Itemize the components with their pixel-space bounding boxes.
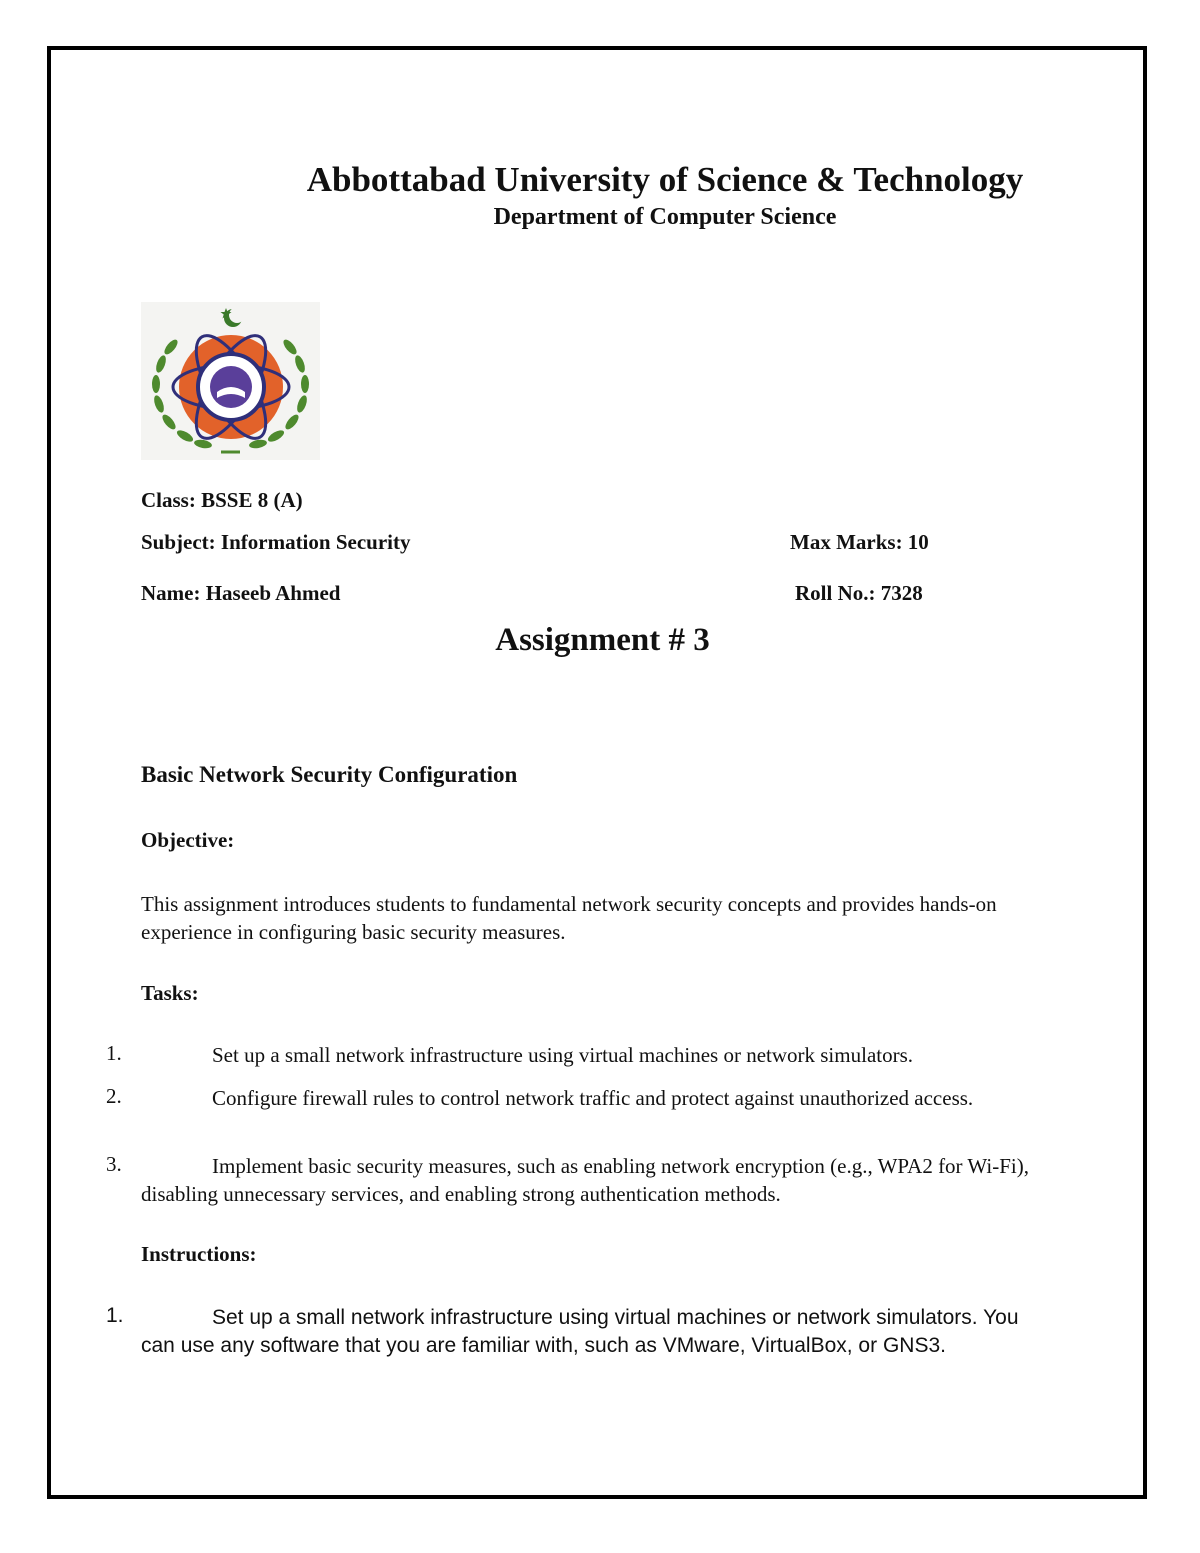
task-number: 1.	[106, 1041, 122, 1065]
instructions-heading: Instructions:	[141, 1242, 257, 1266]
task-text: Configure firewall rules to control network traffic and protect against unauthorized access.	[212, 1086, 974, 1110]
section-title: Basic Network Security Configuration	[141, 762, 518, 787]
instruction-number: 1.	[106, 1304, 124, 1327]
objective-heading: Objective:	[141, 828, 235, 852]
task-text: Implement basic security measures, such as enabling network encryption (e.g., WPA2 for Wi-Fi), disabling unnecessary services, and enabling strong authentication methods.	[141, 1154, 1029, 1206]
objective-text: This assignment introduces students to fundamental network security concepts and provides hands-on experience in configuring basic security measures.	[141, 892, 997, 944]
department-name: Department of Computer Science	[493, 204, 837, 230]
university-name: Abbottabad University of Science & Technology	[306, 160, 1024, 199]
roll-no-field: Roll No.: 7328	[795, 581, 923, 605]
instruction-text: Set up a small network infrastructure using virtual machines or network simulators. You can use any software that you are familiar with, such as VMware, VirtualBox, or GNS3.	[141, 1306, 1019, 1357]
class-field: Class: BSSE 8 (A)	[141, 488, 303, 512]
university-seal-icon	[141, 302, 320, 460]
max-marks-field: Max Marks: 10	[790, 530, 929, 554]
subject-field: Subject: Information Security	[141, 530, 411, 554]
assignment-title: Assignment # 3	[495, 622, 710, 658]
task-text: Set up a small network infrastructure using virtual machines or network simulators.	[212, 1043, 914, 1067]
task-number: 3.	[106, 1152, 122, 1176]
tasks-heading: Tasks:	[141, 981, 199, 1005]
task-number: 2.	[106, 1084, 122, 1108]
name-field: Name: Haseeb Ahmed	[141, 581, 341, 605]
